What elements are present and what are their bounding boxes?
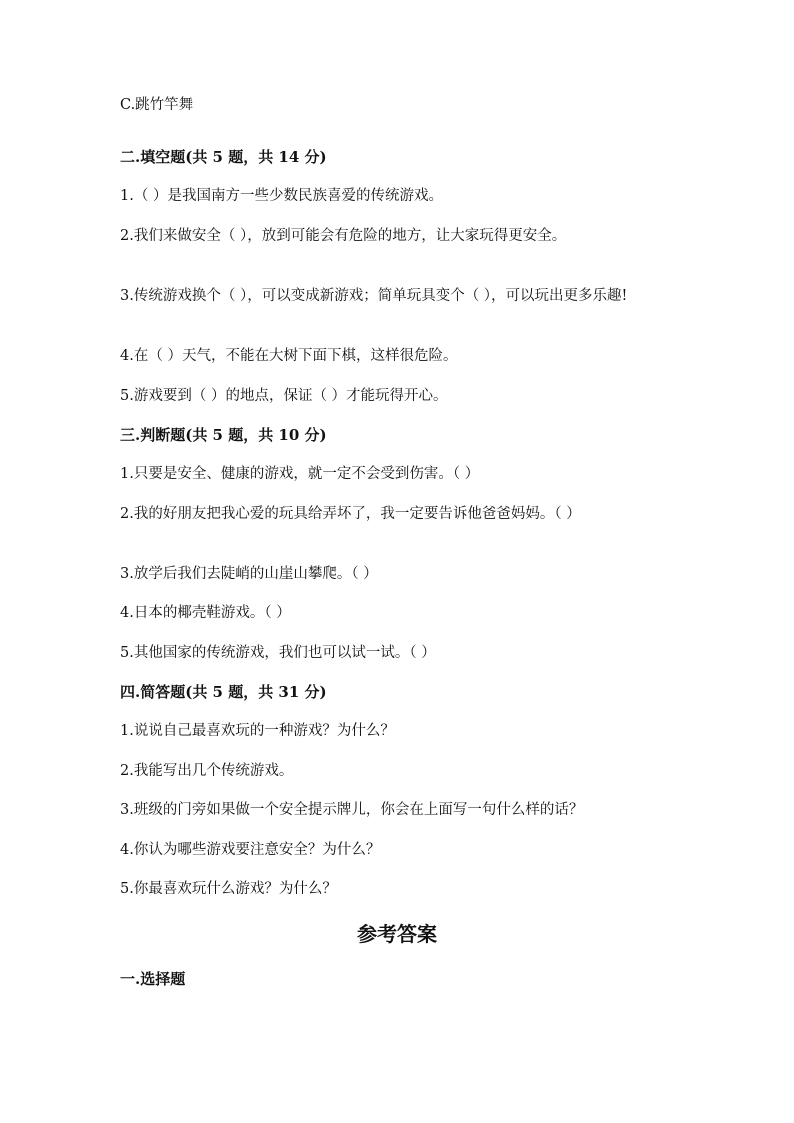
fill-blank-item-1: 1.（ ）是我国南方一些少数民族喜爱的传统游戏。 xyxy=(120,188,443,204)
judge-item-2: 2.我的好朋友把我心爱的玩具给弄坏了，我一定要告诉他爸爸妈妈。（ ） xyxy=(120,506,581,522)
judge-item-1: 1.只要是安全、健康的游戏，就一定不会受到伤害。（ ） xyxy=(120,466,480,482)
judge-heading: 三.判断题(共 5 题，共 10 分) xyxy=(120,426,327,444)
judge-item-5: 5.其他国家的传统游戏，我们也可以试一试。（ ） xyxy=(120,645,436,661)
fill-blank-item-5: 5.游戏要到（ ）的地点，保证（ ）才能玩得开心。 xyxy=(120,388,448,404)
short-answer-item-1: 1.说说自己最喜欢玩的一种游戏？为什么？ xyxy=(120,723,395,739)
option-c: C.跳竹竿舞 xyxy=(120,97,194,113)
judge-item-3: 3.放学后我们去陡峭的山崖山攀爬。（ ） xyxy=(120,566,378,582)
short-answer-item-4: 4.你认为哪些游戏要注意安全？为什么？ xyxy=(120,842,381,858)
answer-key-section-1: 一.选择题 xyxy=(120,970,186,988)
short-answer-item-5: 5.你最喜欢玩什么游戏？为什么？ xyxy=(120,881,337,897)
fill-blank-item-4: 4.在（ ）天气，不能在大树下面下棋，这样很危险。 xyxy=(120,348,458,364)
judge-item-4: 4.日本的椰壳鞋游戏。（ ） xyxy=(120,605,291,621)
short-answer-heading: 四.简答题(共 5 题，共 31 分) xyxy=(120,683,327,701)
fill-blank-heading: 二.填空题(共 5 题，共 14 分) xyxy=(120,148,327,166)
answer-key-title: 参考答案 xyxy=(357,922,437,946)
fill-blank-item-3: 3.传统游戏换个（ ），可以变成新游戏；简单玩具变个（ ），可以玩出更多乐趣! xyxy=(120,288,628,304)
short-answer-item-2: 2.我能写出几个传统游戏。 xyxy=(120,763,294,779)
short-answer-item-3: 3.班级的门旁如果做一个安全提示牌儿，你会在上面写一句什么样的话？ xyxy=(120,802,584,818)
fill-blank-item-2: 2.我们来做安全（ ），放到可能会有危险的地方，让大家玩得更安全。 xyxy=(120,228,567,244)
